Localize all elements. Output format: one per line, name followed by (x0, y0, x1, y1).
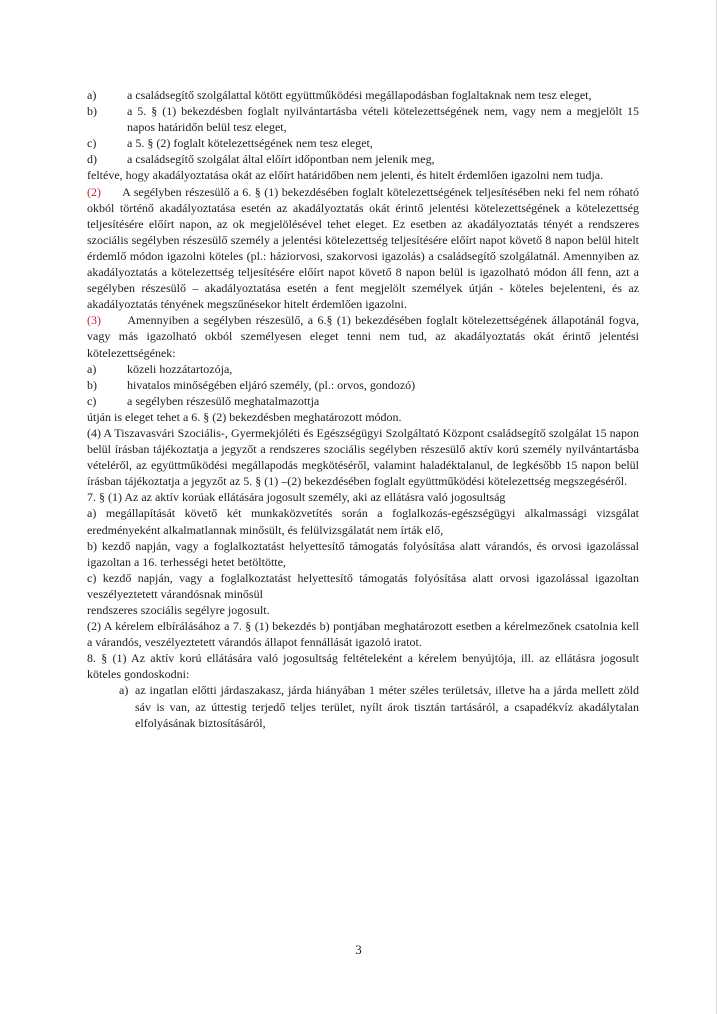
list-item-text: az ingatlan előtti járdaszakasz, járda hiányában 1 méter széles területsáv, illetve ha a járda mellett zöld sáv is van, az úttestig terjedő teljes terület, nyílt árok tisztán tartásáról, a csapadékvíz akadálytalan elfolyásának biztosításáról, (135, 683, 639, 730)
section-7-point-c: c) kezdő napján, vagy a foglalkoztatást helyettesítő támogatás folyósítása alatt orvosi igazolással igazoltan veszélyeztetett várandósnak minősül (87, 570, 639, 601)
list-item (87, 682, 639, 730)
section-7-point-a: a) megállapítását követő két munkaközvetítés során a foglalkozás-egészségügyi alkalmassági vizsgálat eredményeként alkalmatlannak minősült, és felülvizsgálatát nem írták elő, (87, 506, 639, 537)
list-item-text: a családsegítő szolgálattal kötött együttműködési megállapodásban foglaltaknak nem tesz eleget, (127, 88, 592, 102)
list-item (87, 87, 639, 103)
list-item-label: c) (87, 393, 97, 408)
list-item-label: c) (87, 136, 97, 151)
list-item-text: a segélyben részesülő meghatalmazottja (127, 393, 320, 408)
paragraph-number: (2) (87, 184, 101, 199)
list-item-label: b) (87, 104, 97, 119)
document-body (87, 87, 639, 731)
page-number: 3 (355, 942, 362, 957)
list-item (87, 393, 639, 409)
list-item-text: a családsegítő szolgálat által előírt időpontban nem jelenik meg, (127, 152, 435, 167)
list-item (87, 103, 639, 135)
list-item-label: a) (87, 88, 97, 102)
list-item-label: d) (87, 152, 97, 167)
section-7-paragraph-2: (2) A kérelem elbírálásához a 7. § (1) bekezdés b) pontjában meghatározott esetben a kérelmezőnek csatolnia kell a várandós, veszélyeztetett várandós állapot fennállását igazoló iratot. (87, 619, 639, 650)
section-7-intro: 7. § (1) Az az aktív korúak ellátására jogosult személy, aki az ellátásra való jogosultság (87, 490, 506, 505)
section-7-point-b: b) kezdő napján, vagy a foglalkoztatást helyettesítő támogatás folyósítása alatt várandós, és orvosi igazolással igazoltan a 16. terhességi hetet betöltötte, (87, 538, 639, 569)
list-item-label: a) (119, 683, 129, 698)
list-item-text: a 5. § (2) foglalt kötelezettségének nem tesz eleget, (127, 136, 373, 151)
paragraph-via: útján is eleget tehet a 6. § (2) bekezdésben meghatározott módon. (87, 409, 402, 424)
paragraph-text: A segélyben részesülő a 6. § (1) bekezdésében foglalt kötelezettségének teljesítésében neki fel nem róható okból történő akadályoztatása esetén az akadályoztatás okát érintő jelentési kötelezettségének a kötelezettség teljesítésére előírt napon, az ok megjelölésével tehet eleget. Ez esetben az akadályoztatás tényét a rendszeres szociális segélyben részesülő személy a jelentési kötelezettség teljesítésére előírt napot követő 8 napon belül hitelt érdemlő módon igazolni köteles (pl.: háziorvosi, szakorvosi igazolás) a családsegítő szolgálatnál. Amennyiben az akadályoztatás a kötelezettség teljesítésére előírt napot követő 8 napon belül is igazolható módon áll fenn, azt a segélyben részesülő – akadályoztatása esetén a fent megjelölt személyek útján - köteles bejelenteni, és az akadályoztatás tényének megszűnésekor hitelt érdemlően igazolni. (87, 184, 640, 312)
section-7-conclusion: rendszeres szociális segélyre jogosult. (87, 603, 270, 617)
list-item (87, 135, 639, 151)
paragraph-4: (4) A Tiszavasvári Szociális-, Gyermekjóléti és Egészségügyi Szolgáltató Központ családsegítő szolgálat 15 napon belül írásban tájékoztatja a jegyzőt a rendszeres szociális segélyben részesülő aktív korú személy nyilvántartásba vételéről, az együttműködési megállapodás megkötéséről, valamint haladéktalanul, de legkésőbb 15 napon belül írásban tájékoztatja a jegyzőt az 5. § (1) –(2) bekezdésében foglalt együttműködési kötelezettség megszegéséről. (87, 425, 639, 489)
list-item-text: a 5. § (1) bekezdésben foglalt nyilvántartásba vételi kötelezettségének nem, vagy nem a megjelölt 15 napos határidőn belül tesz eleget, (127, 104, 639, 135)
list-item (87, 361, 639, 377)
list-item-text: hivatalos minőségében eljáró személy, (pl.: orvos, gondozó) (127, 377, 416, 392)
list-item-label: b) (87, 377, 97, 392)
list-item-text: közeli hozzátartozója, (127, 361, 233, 376)
list-item (87, 377, 639, 393)
section-8-intro: 8. § (1) Az aktív korú ellátására való jogosultság feltételeként a kérelem benyújtója, ill. az ellátásra jogosult köteles gondoskodni: (87, 651, 639, 682)
paragraph-2 (87, 184, 639, 313)
paragraph-3 (87, 312, 639, 360)
paragraph-number: (3) (87, 313, 101, 328)
paragraph-text: Amennyiben a segélyben részesülő, a 6.§ (1) bekezdésében foglalt kötelezettségének állapotánál fogva, vagy más igazolható okból személyesen eleget tenni nem tud, az akadályoztatás okát érintő jelentési kötelezettségének: (87, 313, 640, 360)
list-item (87, 151, 639, 167)
list-item-label: a) (87, 361, 97, 376)
paragraph-conditional: feltéve, hogy akadályoztatása okát az előírt határidőben nem jelenti, és hitelt érdemlően igazolni nem tudja. (87, 168, 604, 183)
